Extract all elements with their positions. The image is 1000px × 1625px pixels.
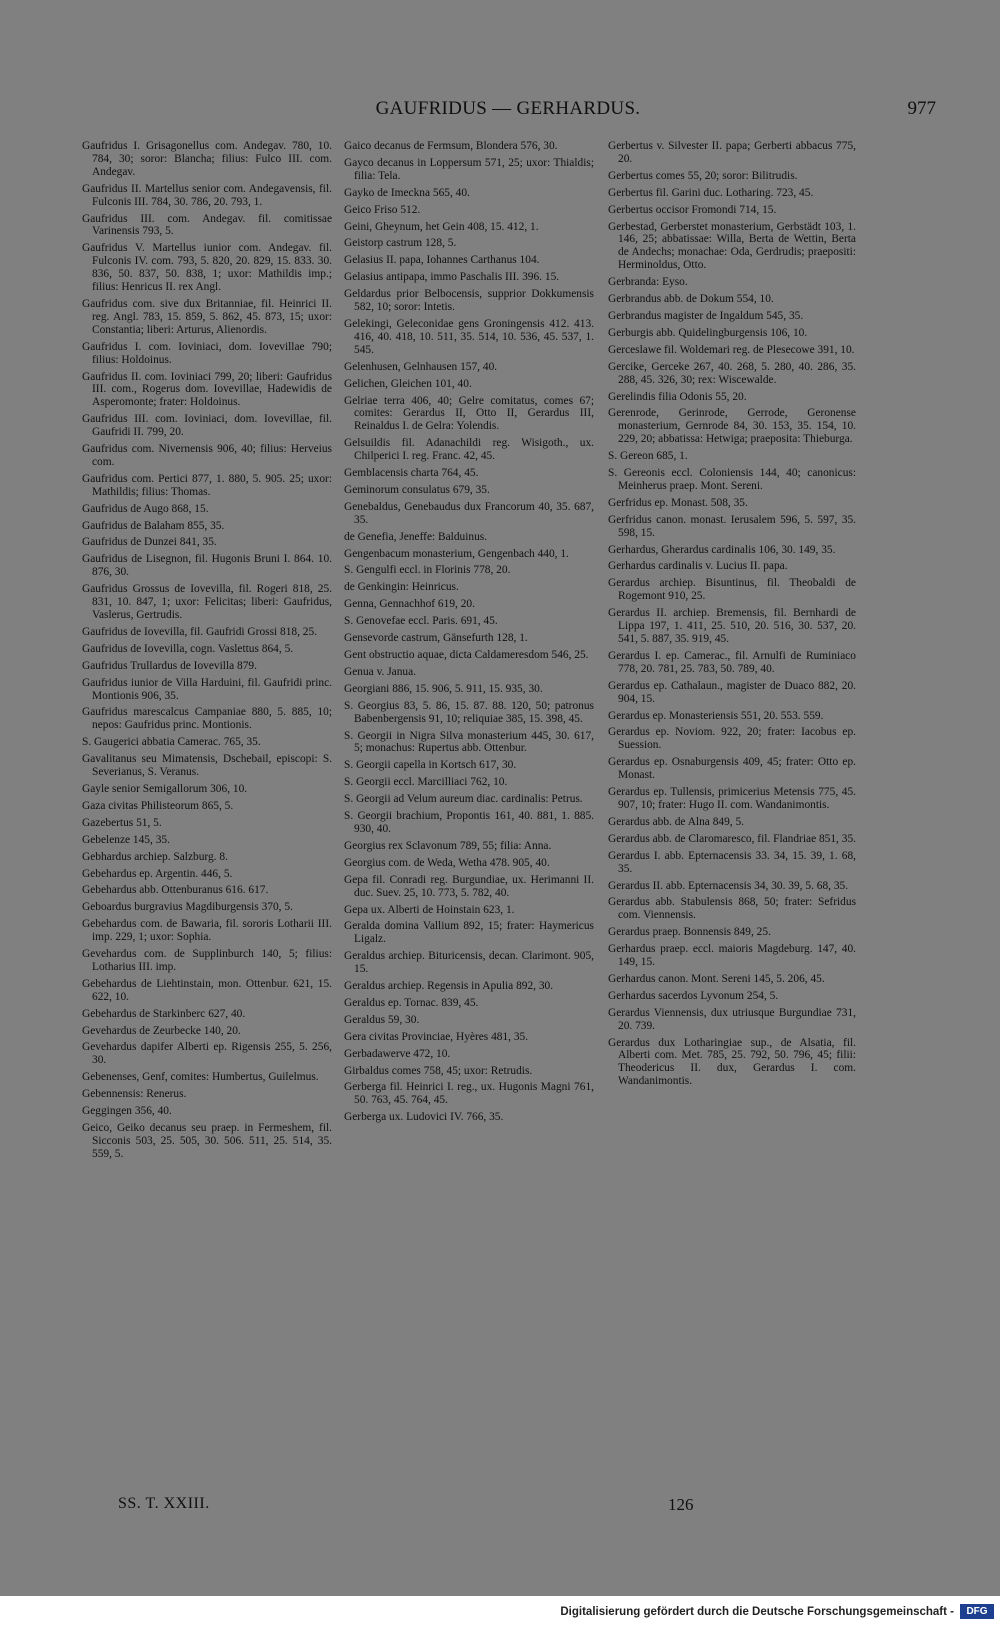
index-entry: Gerelindis filia Odonis 55, 20. — [608, 390, 747, 403]
index-entry: Gaufridus II. com. Ioviniaci 799, 20; liberi: Gaufridus III. com., Rogerus dom. Iovevillae, Hadewidis de Asperomonte; frater: Holdoinus. — [82, 370, 332, 409]
index-entry: Gayko de Imeckna 565, 40. — [344, 186, 470, 199]
index-entry: Gaufridus de Iovevilla, fil. Gaufridi Grossi 818, 25. — [82, 625, 318, 638]
index-entry: Geminorum consulatus 679, 35. — [344, 483, 490, 496]
index-entry: Geboardus burgravius Magdiburgensis 370, 5. — [82, 901, 293, 914]
index-entry: Gayco decanus in Loppersum 571, 25; uxor: Thialdis; filia: Tela. — [344, 156, 594, 182]
index-entry: Gayle senior Semigallorum 306, 10. — [82, 782, 248, 795]
index-entry: Gerenrode, Gerinrode, Gerrode, Geronense monasterium, Gernrode 84, 30. 153, 35. 154, 10. 229, 20; abbatissa: Hetwiga; praeposita: Thieburga. — [608, 407, 856, 446]
index-entry: Gengenbacum monasterium, Gengenbach 440, 1. — [344, 547, 569, 560]
page-number: 977 — [907, 98, 936, 119]
index-entry: Gerardus Viennensis, dux utriusque Burgundiae 731, 20. 739. — [608, 1006, 856, 1032]
index-entry: de Genefia, Jeneffe: Balduinus. — [344, 530, 488, 543]
index-entry: Genebaldus, Genebaudus dux Francorum 40, 35. 687, 35. — [344, 500, 594, 526]
index-entry: Gaza civitas Philisteorum 865, 5. — [82, 799, 234, 812]
index-entry: Gaico decanus de Fermsum, Blondera 576, 30. — [344, 140, 558, 152]
index-entry: Gerhardus, Gherardus cardinalis 106, 30. 149, 35. — [608, 543, 836, 556]
index-entry: Gaufridus iunior de Villa Harduini, fil. Gaufridi princ. Montionis 906, 35. — [82, 676, 332, 702]
index-column-1 — [82, 140, 332, 1165]
index-entry: Gerhardus cardinalis v. Lucius II. papa. — [608, 560, 788, 573]
index-entry: Gevehardus com. de Supplinburch 140, 5; filius: Lotharius III. imp. — [82, 948, 332, 973]
index-entry: Gerbertus v. Silvester II. papa; Gerberti abbacus 775, 20. — [608, 140, 856, 165]
index-entry: Gaufridus marescalcus Campaniae 880, 5. 885, 10; nepos: Gaufridus princ. Montionis. — [82, 706, 332, 732]
index-entry: Gelekingi, Geleconidae gens Groningensis 412. 413. 416, 40. 418, 10. 511, 35. 514, 10. 536, 45. 537, 1. 545. — [344, 317, 594, 356]
index-column-2 — [344, 140, 594, 1128]
index-entry: S. Gaugerici abbatia Camerac. 765, 35. — [82, 736, 261, 749]
index-entry: Gerardus abb. Stabulensis 868, 50; frater: Sefridus com. Viennensis. — [608, 896, 856, 922]
index-entry: Gaufridus de Dunzei 841, 35. — [82, 536, 217, 549]
index-entry: Girbaldus comes 758, 45; uxor: Retrudis. — [344, 1064, 533, 1077]
index-entry: Gerceslawe fil. Woldemari reg. de Plesecowe 391, 10. — [608, 343, 855, 356]
index-entry: Georgius rex Sclavonum 789, 55; filia: Anna. — [344, 839, 552, 852]
index-entry: Gepa ux. Alberti de Hoinstain 623, 1. — [344, 903, 515, 916]
index-entry: Gerbertus fil. Garini duc. Lotharing. 723, 45. — [608, 186, 814, 199]
index-entry: Geggingen 356, 40. — [82, 1105, 172, 1118]
index-entry: Gaufridus de Balaham 855, 35. — [82, 519, 225, 532]
index-entry: Gaufridus com. Nivernensis 906, 40; filius: Herveius com. — [82, 443, 332, 468]
index-entry: Gaufridus III. com. Ioviniaci, dom. Iovevillae, fil. Gaufridi II. 799, 20. — [82, 413, 332, 439]
index-entry: Gerardus abb. de Alna 849, 5. — [608, 815, 745, 828]
index-entry: Gerfridus canon. monast. Ierusalem 596, 5. 597, 35. 598, 15. — [608, 513, 856, 539]
index-entry: Geico, Geiko decanus seu praep. in Fermeshem, fil. Sicconis 503, 25. 505, 30. 506. 511, 25. 514, 35. 559, 5. — [82, 1122, 332, 1160]
index-entry: Gazebertus 51, 5. — [82, 816, 162, 829]
index-entry: Geraldus archiep. Regensis in Apulia 892, 30. — [344, 980, 554, 993]
index-entry: Gaufridus III. com. Andegav. fil. comitissae Varinensis 793, 5. — [82, 212, 332, 238]
page-header — [80, 96, 936, 124]
index-entry: Gera civitas Provinciae, Hyères 481, 35. — [344, 1030, 529, 1043]
index-entry: S. Georgius 83, 5. 86, 15. 87. 88. 120, 50; patronus Babenbergensis 91, 10; reliquiae 385, 15. 398, 45. — [344, 699, 594, 725]
index-entry: Gerbertus comes 55, 20; soror: Bilitrudis. — [608, 169, 798, 182]
index-entry: Gaufridus V. Martellus iunior com. Andegav. fil. Fulconis IV. com. 793, 5. 820, 20. 829, 15. 833. 30. 836, 50. 837, 50. 838, 1; uxor: Mathildis imp.; filius: Henricus II. rex Angl. — [82, 242, 332, 294]
index-entry: Gelasius antipapa, immo Paschalis III. 396. 15. — [344, 271, 560, 284]
index-entry: Gerardus praep. Bonnensis 849, 25. — [608, 926, 771, 939]
index-entry: Gebhardus archiep. Salzburg. 8. — [82, 850, 228, 863]
index-entry: Gerardus ep. Monasteriensis 551, 20. 553. 559. — [608, 709, 824, 722]
index-entry: S. Gereon 685, 1. — [608, 450, 688, 463]
index-entry: Gaufridus II. Martellus senior com. Andegavensis, fil. Fulconis III. 784, 30. 786, 20. 793, 1. — [82, 182, 332, 208]
index-entry: Gaufridus de Augo 868, 15. — [82, 502, 209, 515]
index-entry: Gerbrandus abb. de Dokum 554, 10. — [608, 293, 774, 306]
index-entry: S. Gengulfi eccl. in Florinis 778, 20. — [344, 564, 511, 577]
index-entry: Gerbrandus magister de Ingaldum 545, 35. — [608, 309, 804, 322]
running-title: GAUFRIDUS — GERHARDUS. — [375, 98, 641, 119]
index-entry: Gerburgis abb. Quidelingburgensis 106, 10. — [608, 326, 808, 339]
index-entry: Gerardus ep. Cathalaun., magister de Duaco 882, 20. 904, 15. — [608, 679, 856, 705]
index-entry: Gavalitanus seu Mimatensis, Dschebail, episcopi: S. Severianus, S. Veranus. — [82, 753, 332, 779]
index-entry: Gelasius II. papa, Iohannes Carthanus 104. — [344, 254, 540, 267]
index-entry: Gerardus ep. Tullensis, primicerius Metensis 775, 45. 907, 10; frater: Hugo II. com. Wandanimontis. — [608, 786, 856, 811]
index-entry: Georgius com. de Weda, Wetha 478. 905, 40. — [344, 856, 550, 869]
index-entry: Gerberga ux. Ludovici IV. 766, 35. — [344, 1111, 504, 1124]
index-entry: Gerardus I. ep. Camerac., fil. Arnulfi de Ruminiaco 778, 20. 781, 25. 783, 50. 789, 40. — [608, 649, 856, 675]
index-entry: Gerardus archiep. Bisuntinus, fil. Theobaldi de Rogemont 910, 25. — [608, 577, 856, 603]
index-entry: S. Georgii ad Velum aureum diac. cardinalis: Petrus. — [344, 793, 583, 806]
index-entry: Gensevorde castrum, Gänsefurth 128, 1. — [344, 632, 528, 645]
dfg-logo-icon: DFG — [960, 1604, 994, 1619]
index-entry: Gent obstructio aquae, dicta Caldameresdom 546, 25. — [344, 649, 589, 661]
index-entry: Geraldus 59, 30. — [344, 1013, 420, 1026]
index-entry: S. Georgii brachium, Propontis 161, 40. 881, 1. 885. 930, 40. — [344, 810, 594, 835]
index-entry: Gaufridus com. Pertici 877, 1. 880, 5. 905. 25; uxor: Mathildis; filius: Thomas. — [82, 472, 332, 498]
index-entry: de Genkingin: Heinricus. — [344, 581, 459, 594]
index-entry: Gerbestad, Gerberstet monasterium, Gerbstädt 103, 1. 146, 25; abbatissae: Willa, Berta de Wettin, Berta de Andechs; monachae: Oda, Gerdrudis; praepositi: Herminoldus, Otto. — [608, 220, 856, 272]
index-entry: S. Genovefae eccl. Paris. 691, 45. — [344, 615, 498, 628]
index-column-3 — [608, 140, 856, 1092]
index-entry: Gebennensis: Renerus. — [82, 1088, 187, 1101]
index-entry: Gaufridus I. Grisagonellus com. Andegav. 780, 10. 784, 30; soror: Blancha; filius: Fulco III. com. Andegav. — [82, 140, 332, 178]
index-entry: Gerfridus ep. Monast. 508, 35. — [608, 496, 748, 509]
signature-mark: SS. T. XXIII. — [118, 1495, 210, 1512]
index-entry: Gaufridus I. com. Ioviniaci, dom. Iovevillae 790; filius: Holdoinus. — [82, 340, 332, 366]
index-entry: Gepa fil. Conradi reg. Burgundiae, ux. Herimanni II. duc. Suev. 25, 10. 773, 5. 782, 40. — [344, 873, 594, 899]
index-entry: Gerbadawerve 472, 10. — [344, 1047, 451, 1060]
index-entry: Geralda domina Vallium 892, 15; frater: Haymericus Ligalz. — [344, 920, 594, 946]
index-entry: Geini, Gheynum, het Gein 408, 15. 412, 1. — [344, 220, 539, 233]
index-entry: Gelriae terra 406, 40; Gelre comitatus, comes 67; comites: Gerardus II, Otto II, Gerardus III, Reinaldus I. de Gelra: Yolendis. — [344, 394, 594, 433]
index-entry: Gerbranda: Eyso. — [608, 276, 688, 289]
index-entry: Gebehardus com. de Bawaria, fil. sororis Lotharii III. imp. 229, 1; uxor: Sophia. — [82, 918, 332, 944]
index-entry: Gaufridus de Lisegnon, fil. Hugonis Bruni I. 864. 10. 876, 30. — [82, 553, 332, 579]
index-entry: Gerardus II. abb. Epternacensis 34, 30. 39, 5. 68, 35. — [608, 879, 849, 892]
index-entry: Gebehardus abb. Ottenburanus 616. 617. — [82, 884, 269, 897]
index-entry: Gerbertus occisor Fromondi 714, 15. — [608, 203, 777, 216]
index-entry: S. Georgii in Nigra Silva monasterium 445, 30. 617, 5; monachus: Rupertus abb. Ottenbur. — [344, 729, 594, 755]
index-entry: Gerardus ep. Osnaburgensis 409, 45; frater: Otto ep. Monast. — [608, 756, 856, 782]
index-entry: Gerardus II. archiep. Bremensis, fil. Bernhardi de Lippa 197, 1. 411, 25. 510, 20. 516, 30. 537, 20. 541, 5. 887, 35. 919, 45. — [608, 607, 856, 645]
index-entry: Geico Friso 512. — [344, 203, 421, 216]
index-entry: Gerhardus canon. Mont. Sereni 145, 5. 206, 45. — [608, 972, 825, 985]
index-entry: Gelsuildis fil. Adanachildi reg. Wisigoth., ux. Chilperici I. reg. Franc. 42, 45. — [344, 437, 594, 463]
funding-credit: Digitalisierung gefördert durch die Deutsche Forschungsgemeinschaft - — [560, 1606, 954, 1618]
index-entry: Gaufridus Grossus de Iovevilla, fil. Rogeri 818, 25. 831, 10. 847, 1; uxor: Felicitas; liberi: Gaufridus, Vaslerus, Gertrudis. — [82, 583, 332, 621]
index-entry: Genua v. Janua. — [344, 665, 417, 678]
index-entry: Gerardus dux Lotharingiae sup., de Alsatia, fil. Alberti com. Met. 785, 25. 792, 50. 796, 45; filii: Theodericus II. dux, Gerardus I. com. Wandanimontis. — [608, 1036, 856, 1088]
index-entry: Genna, Gennachhof 619, 20. — [344, 598, 475, 611]
index-entry: Gebenenses, Genf, comites: Humbertus, Guilelmus. — [82, 1071, 319, 1084]
index-entry: Gebehardus de Starkinberc 627, 40. — [82, 1007, 246, 1020]
index-entry: Gerardus I. abb. Epternacensis 33. 34, 15. 39, 1. 68, 35. — [608, 849, 856, 875]
index-entry: Gebehardus ep. Argentin. 446, 5. — [82, 867, 233, 880]
index-entry: Gerberga fil. Heinrici I. reg., ux. Hugonis Magni 761, 50. 763, 45. 764, 45. — [344, 1081, 594, 1107]
index-entry: Gemblacensis charta 764, 45. — [344, 467, 479, 480]
index-entry: Gaufridus de Iovevilla, cogn. Vaslettus 864, 5. — [82, 642, 294, 655]
sheet-number: 126 — [668, 1495, 694, 1514]
index-entry: S. Georgii capella in Kortsch 617, 30. — [344, 759, 517, 772]
credit-bar — [0, 1596, 1000, 1625]
index-entry: Gaufridus Trullardus de Iovevilla 879. — [82, 659, 257, 672]
index-entry: Geraldus ep. Tornac. 839, 45. — [344, 996, 479, 1009]
index-entry: Geistorp castrum 128, 5. — [344, 237, 457, 250]
index-entry: Gelenhusen, Gelnhausen 157, 40. — [344, 360, 498, 373]
index-entry: Gercike, Gerceke 267, 40. 268, 5. 280, 40. 286, 35. 288, 45. 326, 30; rex: Wiscewalde. — [608, 360, 856, 386]
index-entry: Gerhardus praep. eccl. maioris Magdeburg. 147, 40. 149, 15. — [608, 943, 856, 969]
index-entry: Geldardus prior Belbocensis, supprior Dokkumensis 582, 10; soror: Intetis. — [344, 288, 594, 314]
index-entry: Gevehardus de Zeurbecke 140, 20. — [82, 1024, 241, 1037]
index-entry: Gerhardus sacerdos Lyvonum 254, 5. — [608, 989, 779, 1002]
index-entry: Gebehardus de Liehtinstain, mon. Ottenbur. 621, 15. 622, 10. — [82, 977, 332, 1003]
index-entry: Gelichen, Gleichen 101, 40. — [344, 377, 472, 390]
index-entry: Gerardus ep. Noviom. 922, 20; frater: Iacobus ep. Suession. — [608, 726, 856, 752]
index-entry: Gebelenze 145, 35. — [82, 833, 170, 846]
index-entry: Gerardus abb. de Claromaresco, fil. Flandriae 851, 35. — [608, 832, 856, 845]
index-entry: Georgiani 886, 15. 906, 5. 911, 15. 935, 30. — [344, 682, 543, 695]
index-entry: S. Georgii eccl. Marcilliaci 762, 10. — [344, 776, 508, 789]
index-entry: Gaufridus com. sive dux Britanniae, fil. Heinrici II. reg. Angl. 783, 15. 859, 5. 862, 45. 873, 15; uxor: Constantia; liberi: Arturus, Alienordis. — [82, 297, 332, 336]
index-entry: Gevehardus dapifer Alberti ep. Rigensis 255, 5. 256, 30. — [82, 1041, 332, 1067]
index-entry: Geraldus archiep. Bituricensis, decan. Clarimont. 905, 15. — [344, 950, 594, 976]
index-entry: S. Gereonis eccl. Coloniensis 144, 40; canonicus: Meinherus praep. Mont. Sereni. — [608, 467, 856, 492]
